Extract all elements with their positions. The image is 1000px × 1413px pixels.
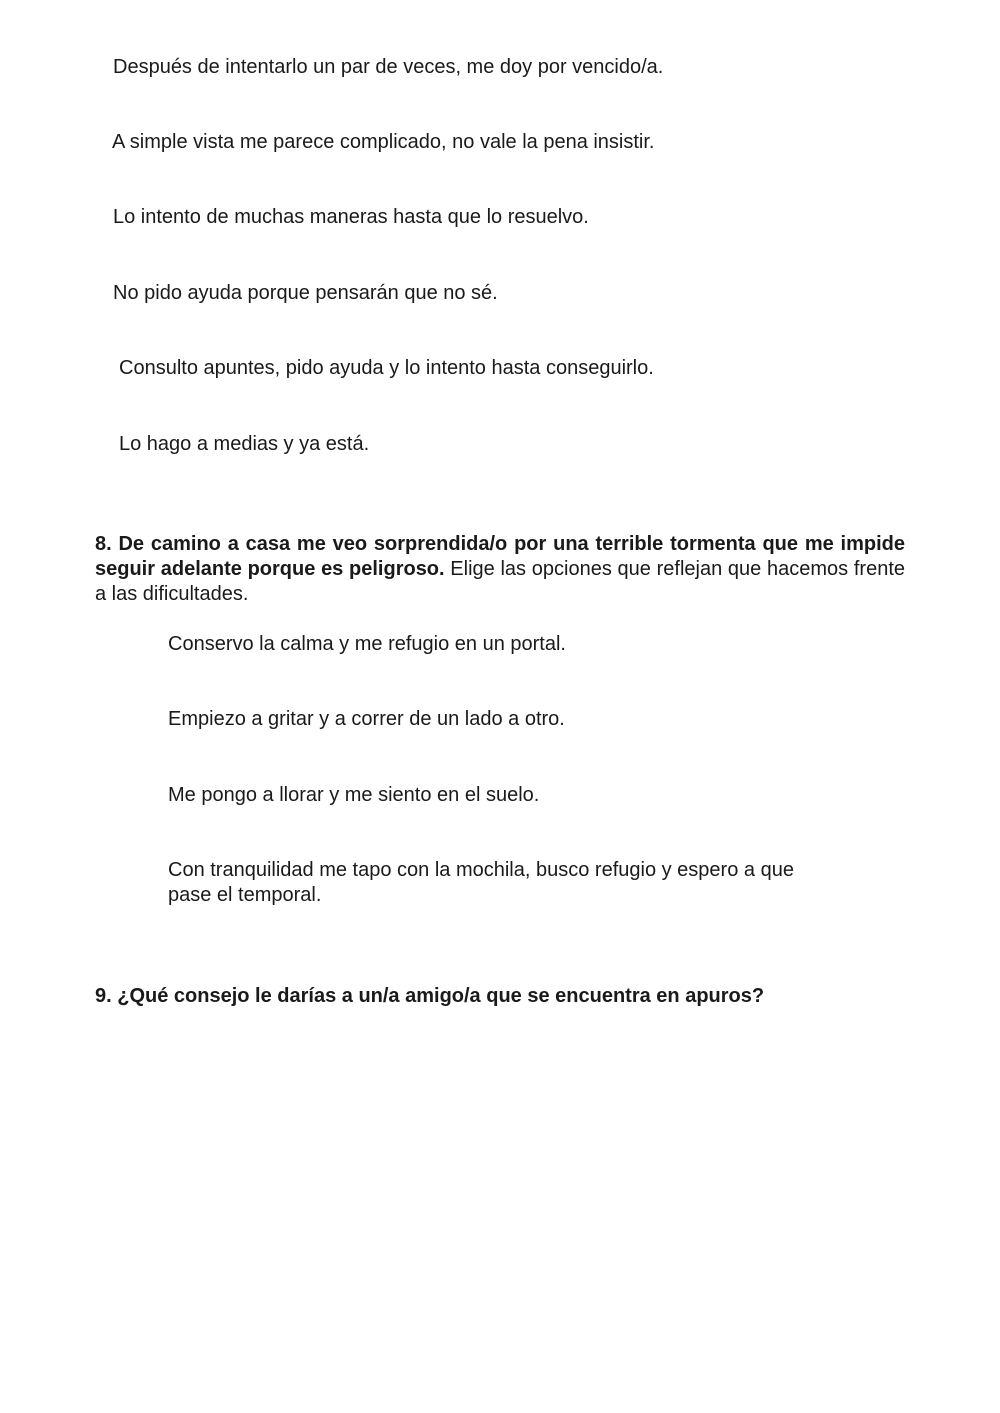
q8-option-4[interactable]: Con tranquilidad me tapo con la mochila, busco refugio y espero a que pase el temporal. [168, 859, 794, 906]
q7-option-3[interactable]: Lo intento de muchas maneras hasta que lo resuelvo. [113, 206, 589, 228]
q7-option-6[interactable]: Lo hago a medias y ya está. [119, 433, 370, 455]
q8-option-2[interactable]: Empiezo a gritar y a correr de un lado a otro. [168, 708, 565, 730]
q7-option-5[interactable]: Consulto apuntes, pido ayuda y lo intento hasta conseguirlo. [119, 357, 654, 379]
q7-option-4[interactable]: No pido ayuda porque pensarán que no sé. [113, 282, 498, 304]
q7-option-1[interactable]: Después de intentarlo un par de veces, me doy por vencido/a. [113, 56, 664, 78]
question-9-prompt: 9. ¿Qué consejo le darías a un/a amigo/a que se encuentra en apuros? [95, 985, 765, 1007]
question-8-prompt [95, 532, 905, 607]
q8-option-3[interactable]: Me pongo a llorar y me siento en el suelo. [168, 784, 540, 806]
q8-option-1[interactable]: Conservo la calma y me refugio en un portal. [168, 633, 566, 655]
question-8-prompt-instruction: Elige las opciones que reflejan que hacemos frente a las dificultades. [95, 558, 905, 605]
question-8-prompt-bold: 8. De camino a casa me veo sorprendida/o por una terrible tormenta que me impide seguir adelante porque es peligroso. [95, 533, 905, 580]
q7-option-2[interactable]: A simple vista me parece complicado, no vale la pena insistir. [112, 131, 655, 153]
